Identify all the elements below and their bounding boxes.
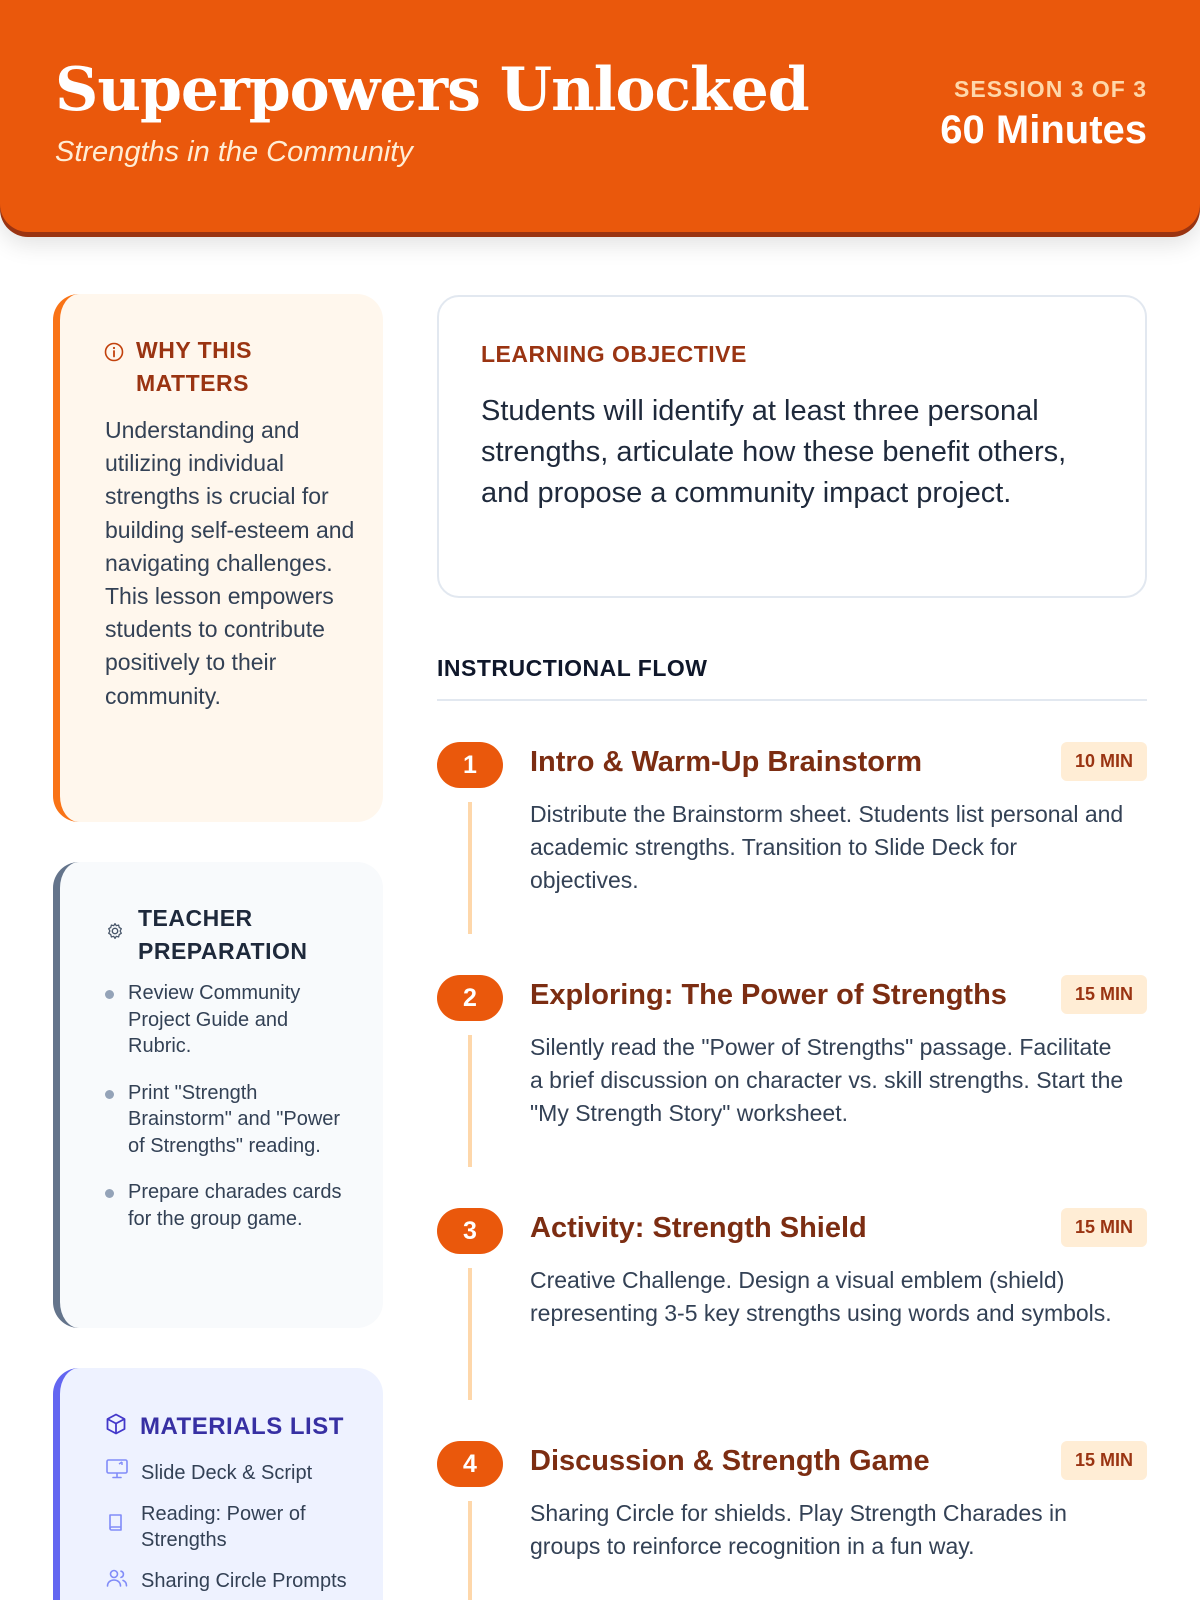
- step-description: Silently read the "Power of Strengths" passage. Facilitate a brief discussion on character vs. skill strengths. Start the "My Strength Story" worksheet.: [530, 1034, 1124, 1127]
- step-description: Sharing Circle for shields. Play Strength Charades in groups to reinforce recognition in a fun way.: [530, 1500, 1067, 1560]
- timeline-connector: [468, 1501, 472, 1600]
- screen-icon: [105, 1458, 133, 1488]
- step-number: 1: [437, 742, 503, 788]
- teacher-preparation-card: [53, 862, 383, 1328]
- materials-list: [105, 1458, 355, 1600]
- timeline-connector: [468, 1268, 472, 1400]
- why-card-body: Understanding and utilizing individual strengths is crucial for building self-esteem and navigating challenges. This lesson empowers students to contribute positively to their community.: [105, 417, 355, 709]
- why-this-matters-card: [53, 294, 383, 822]
- lesson-header: [0, 0, 1200, 232]
- instructional-flow-heading: INSTRUCTIONAL FLOW: [437, 655, 708, 681]
- time-badge: 15 MIN: [1061, 975, 1147, 1014]
- prep-card-header: [106, 902, 338, 968]
- session-label: SESSION 3 OF 3: [954, 76, 1147, 102]
- objective-text: Students will identify at least three personal strengths, articulate how these benefit others, and propose a community impact project.: [481, 395, 1067, 509]
- step-number: 3: [437, 1208, 503, 1254]
- timeline-connector: [468, 1035, 472, 1167]
- time-badge: 15 MIN: [1061, 1208, 1147, 1247]
- materials-list-card: [53, 1368, 383, 1600]
- step-number: 2: [437, 975, 503, 1021]
- materials-list-item[interactable]: [105, 1458, 355, 1488]
- divider: [437, 699, 1147, 701]
- book-icon: [105, 1512, 133, 1542]
- info-icon: [104, 342, 124, 367]
- materials-card-title: MATERIALS LIST: [140, 1413, 344, 1440]
- prep-list-item: Print "Strength Brainstorm" and "Power of Strengths" reading.: [105, 1080, 345, 1160]
- materials-item-label: Reading: Power of Strengths: [141, 1502, 306, 1551]
- objective-label: LEARNING OBJECTIVE: [481, 341, 747, 367]
- prep-card-title: TEACHER PREPARATION: [138, 905, 308, 964]
- materials-item-label: Slide Deck & Script: [141, 1461, 313, 1484]
- duration-label: 60 Minutes: [940, 108, 1147, 152]
- materials-list-item[interactable]: [105, 1567, 355, 1597]
- step-number: 4: [437, 1441, 503, 1487]
- materials-item-label: Sharing Circle Prompts: [141, 1570, 347, 1592]
- step-description: Distribute the Brainstorm sheet. Students list personal and academic strengths. Transition to Slide Deck for objectives.: [530, 801, 1124, 894]
- materials-card-header: [104, 1410, 344, 1443]
- step-title: Exploring: The Power of Strengths: [530, 979, 1007, 1011]
- users-icon: [105, 1567, 133, 1597]
- why-card-header: [104, 334, 306, 400]
- page-subtitle: Strengths in the Community: [55, 136, 413, 168]
- step-title: Activity: Strength Shield: [530, 1212, 867, 1244]
- step-title: Discussion & Strength Game: [530, 1445, 930, 1477]
- step-description: Creative Challenge. Design a visual emblem (shield) representing 3-5 key strengths using words and symbols.: [530, 1267, 1112, 1327]
- prep-list-item: Prepare charades cards for the group game.: [105, 1179, 345, 1232]
- time-badge: 10 MIN: [1061, 742, 1147, 781]
- page-title: Superpowers Unlocked: [55, 55, 809, 125]
- time-badge: 15 MIN: [1061, 1441, 1147, 1480]
- prep-list-item: Review Community Project Guide and Rubric.: [105, 980, 345, 1060]
- step-title: Intro & Warm-Up Brainstorm: [530, 746, 923, 778]
- package-icon: [104, 1412, 128, 1441]
- timeline-connector: [468, 802, 472, 934]
- why-card-title: WHY THIS MATTERS: [136, 337, 253, 396]
- materials-list-item[interactable]: [105, 1501, 355, 1554]
- prep-list: [105, 980, 345, 1252]
- learning-objective-card: [437, 295, 1147, 598]
- gear-icon: [106, 922, 124, 945]
